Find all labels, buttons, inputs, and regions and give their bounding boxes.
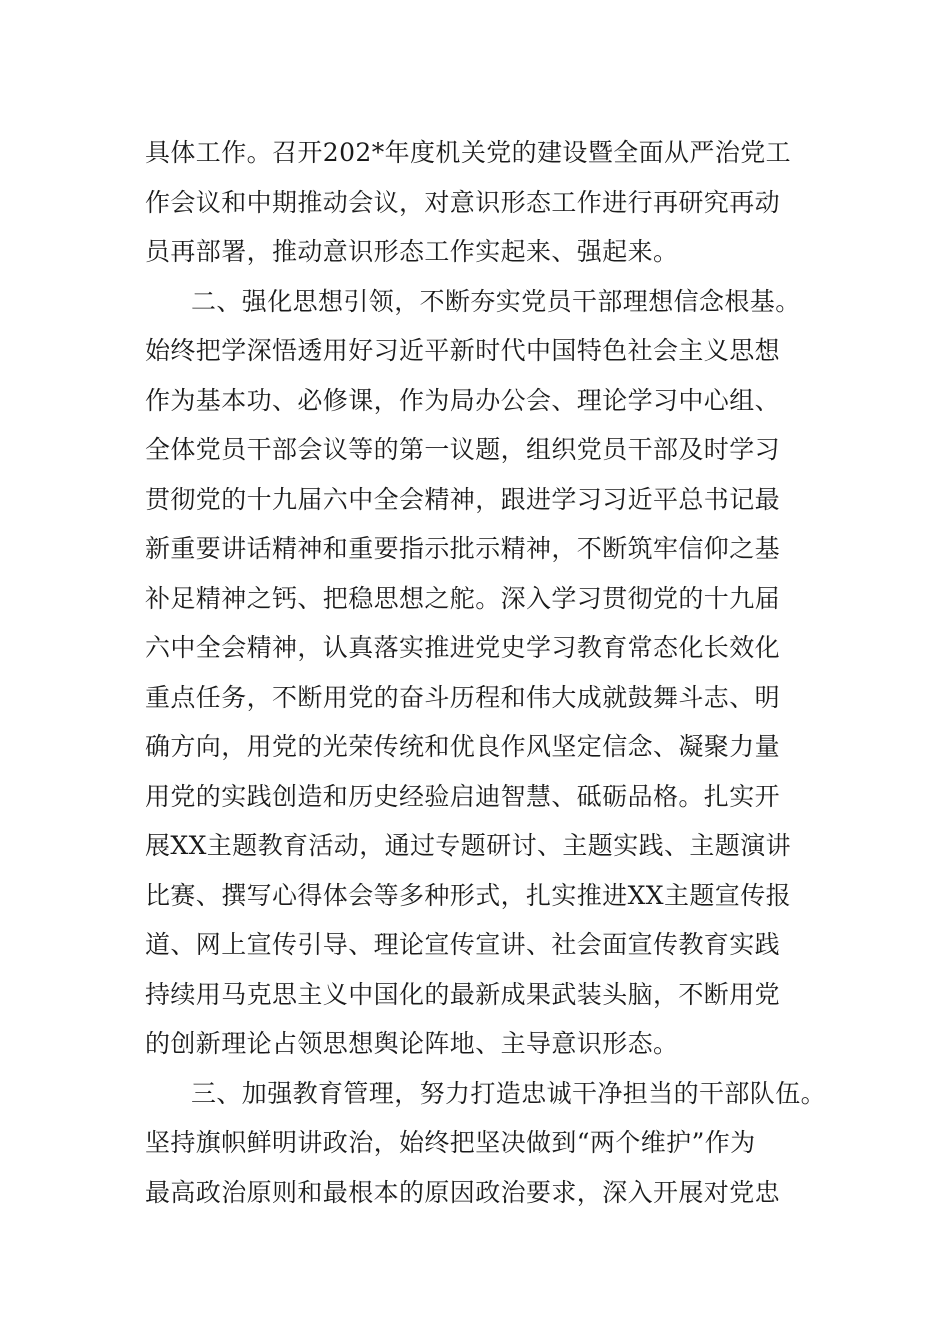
- paragraph-line: 比赛、撰写心得体会等多种形式，扎实推进XX主题宣传报: [145, 880, 791, 910]
- paragraph-line: 贯彻党的十九届六中全会精神，跟进学习习近平总书记最: [145, 484, 781, 514]
- paragraph-line: 始终把学深悟透用好习近平新时代中国特色社会主义思想: [145, 336, 781, 365]
- paragraph-line: 员再部署，推动意识形态工作实起来、强起来。: [145, 237, 679, 266]
- paragraph-line: 全体党员干部会议等的第一议题，组织党员干部及时学习: [145, 435, 781, 464]
- paragraph-line: 道、网上宣传引导、理论宣传宣讲、社会面宣传教育实践: [145, 930, 781, 959]
- paragraph-line: 重点任务，不断用党的奋斗历程和伟大成就鼓舞斗志、明: [145, 682, 781, 712]
- paragraph-line: 作会议和中期推动会议，对意识形态工作进行再研究再动: [145, 187, 781, 217]
- paragraph-line: 持续用马克思主义中国化的最新成果武装头脑，不断用党: [145, 979, 781, 1009]
- section-heading-2: 二、强化思想引领，不断夯实党员干部理想信念根基。: [191, 286, 801, 316]
- paragraph-line: 新重要讲话精神和重要指示批示精神，不断筑牢信仰之基: [145, 534, 781, 563]
- paragraph-line: 具体工作。召开202*年度机关党的建设暨全面从严治党工: [145, 138, 792, 167]
- paragraph-line: 坚持旗帜鲜明讲政治，始终把坚决做到“两个维护”作为: [145, 1128, 756, 1157]
- paragraph-line: 的创新理论占领思想舆论阵地、主导意识形态。: [145, 1029, 679, 1058]
- paragraph-line: 确方向，用党的光荣传统和优良作风坚定信念、凝聚力量: [145, 732, 781, 761]
- paragraph-line: 用党的实践创造和历史经验启迪智慧、砥砺品格。扎实开: [145, 781, 781, 811]
- paragraph-line: 补足精神之钙、把稳思想之舵。深入学习贯彻党的十九届: [145, 583, 781, 613]
- section-heading-3: 三、加强教育管理，努力打造忠诚干净担当的干部队伍。: [191, 1078, 827, 1108]
- paragraph-line: 展XX主题教育活动，通过专题研讨、主题实践、主题演讲: [145, 831, 791, 860]
- paragraph-line: 作为基本功、必修课，作为局办公会、理论学习中心组、: [145, 385, 781, 415]
- document-body: [145, 128, 825, 1217]
- paragraph-line: 最高政治原则和最根本的原因政治要求，深入开展对党忠: [145, 1177, 781, 1207]
- paragraph-line: 六中全会精神，认真落实推进党史学习教育常态化长效化: [145, 633, 781, 662]
